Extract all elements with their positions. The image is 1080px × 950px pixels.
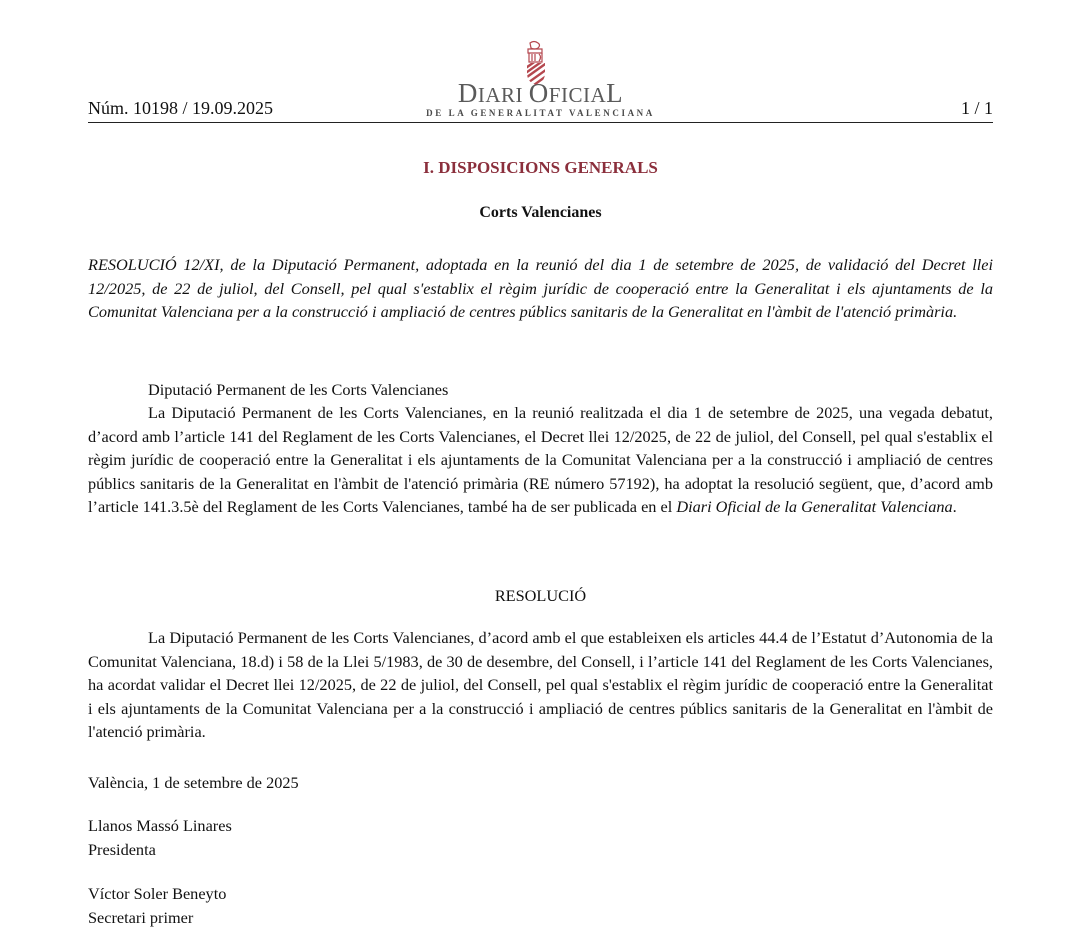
resolution-summary: RESOLUCIÓ 12/XI, de la Diputació Permanent, adoptada en la reunió del dia 1 de setembre de 2025, de validació del Decret llei 12/2025, de 22 de juliol, del Consell, pel qual s'establix el règim jurídic de cooperació entre la Generalitat i els ajuntaments de la Comunitat Valenciana per a la construcció i ampliació de centres públics sanitaris de la Generalitat en l'àmbit de l'atenció primària. [88, 255, 993, 321]
signer-block [88, 814, 232, 862]
body-paragraph-2: La Diputació Permanent de les Corts Valencianes, d’acord amb el que estableixen els articles 44.4 de l’Estatut d’Autonomia de la Comunitat Valenciana, 18.d) i 58 de la Llei 5/1983, de 30 de desembre, del Consell, i l’article 141 del Reglament de les Corts Valencianes, ha acordat validar el Decret llei 12/2025, de 22 de juliol, del Consell, pel qual s'establix el règim jurídic de cooperació entre la Generalitat i els ajuntaments de la Comunitat Valenciana per a la construcció i ampliació de centres públics sanitaris de la Generalitat en l'àmbit de l'atenció primària. [88, 628, 993, 741]
signer-name: Víctor Soler Beneyto [88, 884, 227, 903]
journal-name: Diari Oficial de la Generalitat Valenciana [676, 497, 953, 516]
masthead-subtitle: DE LA GENERALITAT VALENCIANA [426, 108, 655, 118]
organization-title: Corts Valencianes [479, 204, 602, 221]
issuing-organ: Diputació Permanent de les Corts Valencianes [148, 380, 449, 399]
signature-place-date: València, 1 de setembre de 2025 [88, 773, 299, 792]
signer-block [88, 882, 226, 930]
section-title: I. DISPOSICIONS GENERALS [423, 158, 658, 177]
resolution-heading: RESOLUCIÓ [494, 586, 587, 605]
issue-number-date: Núm. 10198 / 19.09.2025 [88, 98, 274, 118]
page-number: 1 / 1 [960, 98, 993, 118]
page-header [88, 36, 993, 124]
signer-role: Secretari primer [88, 908, 194, 927]
header-rule [88, 122, 993, 123]
signer-role: Presidenta [88, 840, 156, 859]
masthead-title: DIARI OFICIAL [457, 78, 624, 108]
body-paragraph-1: La Diputació Permanent de les Corts Valencianes, en la reunió realitzada el dia 1 de setembre de 2025, una vegada debatut, d’acord amb l’article 141 del Reglament de les Corts Valencianes, el Decret llei 12/2025, de 22 de juliol, del Consell, pel qual s'establix el règim jurídic de cooperació entre la Generalitat i els ajuntaments de la Comunitat Valenciana per a la construcció i ampliació de centres públics sanitaris de la Generalitat en l'àmbit de l'atenció primària (RE número 57192), ha adoptat la resolució següent, que, d’acord amb l’article 141.3.5è del Reglament de les Corts Valencianes, també ha de ser publicada en el Diari Oficial de la Generalitat Valenciana. [88, 403, 993, 516]
signer-name: Llanos Massó Linares [88, 816, 232, 835]
